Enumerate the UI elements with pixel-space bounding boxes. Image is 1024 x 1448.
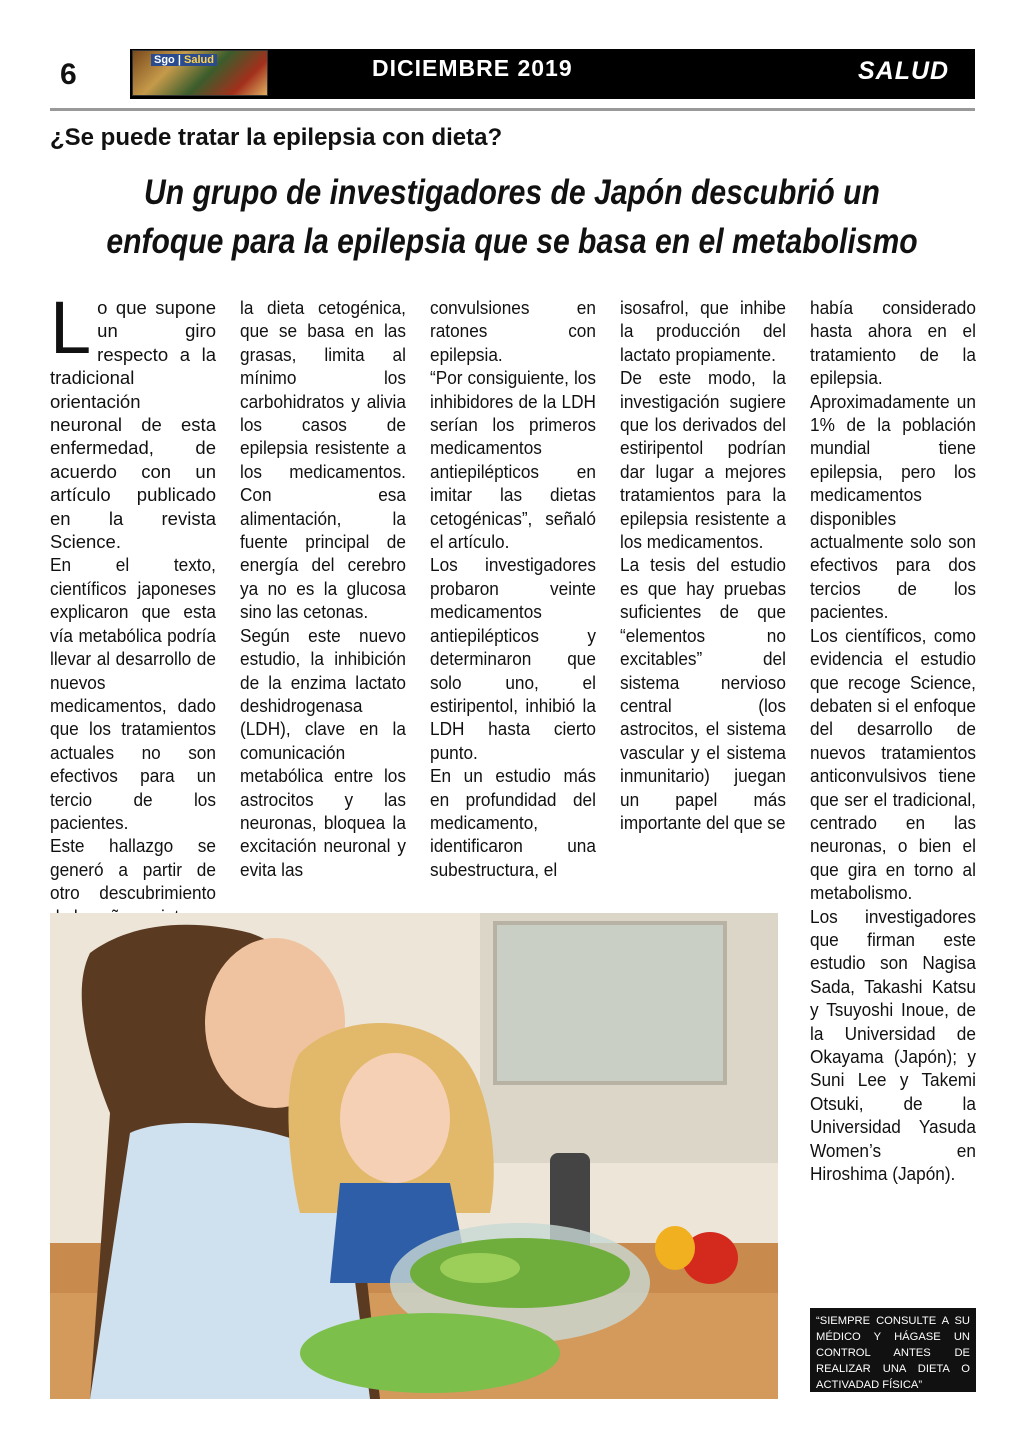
logo-label: Sgo | Salud — [151, 54, 217, 66]
health-notice-box: “SIEMPRE CONSULTE A SU MÉDICO Y HÁGASE UN CONTROL ANTES DE REALIZAR UNA DIETA O ACTIVADAD FÍSICA” — [810, 1308, 976, 1392]
column-2 — [240, 296, 406, 881]
paragraph: la dieta cetogénica, que se basa en las grasas, limita al mínimo los carbohidratos y alivia los casos de epilepsia resistente a los medicamentos. Con esa alimentación, la fuente principal de energía del cerebro ya no es la glucosa sino las cetonas. — [240, 297, 406, 623]
column-1 — [50, 286, 216, 928]
paragraph: convulsiones en ratones con epilepsia. — [430, 297, 596, 365]
paragraph: Este hallazgo se generó a partir de otro descubrimiento — [50, 835, 216, 904]
article-photo — [50, 913, 778, 1399]
column-4 — [620, 296, 786, 834]
article-kicker: ¿Se puede tratar la epilepsia con dieta? — [50, 124, 503, 151]
section-name: SALUD — [858, 57, 950, 85]
paragraph: Los investigadores probaron veinte medicamentos antiepilépticos y determinaron que solo uno, el estiripentol, inhibió la LDH hasta cierto punto. — [430, 554, 596, 763]
paragraph: De este modo, la investigación sugiere que los derivados del estiripentol podrían dar lugar a mejores tratamientos para la epilepsia resistente a los medicamentos. — [620, 367, 786, 553]
article-headline — [106, 168, 918, 266]
paragraph: “Por consiguiente, los inhibidores de la LDH serían los primeros medicamentos antiepilépticos en imitar las dietas cetogénicas”, señaló el artículo. — [430, 367, 596, 553]
paragraph: Los investigadores que firman este estudio son Nagisa Sada, Takashi Katsu y Tsuyoshi Inoue, de la Universidad de Okayama (Japón); y Suni Lee y Takemi Otsuki, de la Universidad Yasuda Women’s en Hiroshima (Japón). — [810, 905, 976, 1185]
paragraph: La tesis del estudio es que hay pruebas suficientes de que “elementos no excitables” del sistema nervioso central (los astrocitos, el sistema vascular y el sistema inmunitario) juegan un papel más importante del que se — [620, 554, 786, 833]
page-number: 6 — [60, 58, 77, 91]
issue-date: DICIEMBRE 2019 — [372, 55, 573, 81]
paragraph: o que supone un giro respecto a la tradicional orientación neuronal de esta enfermedad, de acuerdo con un artículo publicado en la revista Science. — [50, 297, 216, 553]
headline-line-1: Un grupo de investigadores de Japón descubrió un — [144, 173, 880, 212]
paragraph: había considerado hasta ahora en el tratamiento de la epilepsia. — [810, 297, 976, 389]
paragraph: Según este nuevo estudio, la inhibición de la enzima lactato deshidrogenasa (LDH), clave en la comunicación metabólica entre los astrocitos y las neuronas, bloquea la excitación neuronal y evita las — [240, 624, 406, 880]
paragraph: isosafrol, que inhibe la producción del lactato propiamente. — [620, 297, 786, 365]
paragraph: Aproximadamente un 1% de la población mundial tiene epilepsia, pero los medicamentos disponibles actualmente solo son efectivos para dos tercios de los pacientes. — [810, 390, 976, 623]
column-5 — [810, 296, 976, 1185]
header-rule — [50, 108, 975, 111]
drop-cap: L — [50, 286, 92, 369]
paragraph: En el texto, científicos japoneses explicaron que esta vía metabólica podría llevar al desarrollo de nuevos medicamentos, dado que los tratamientos actuales no son efectivos para un tercio de los pacientes. — [50, 554, 216, 833]
headline-line-2: enfoque para la epilepsia que se basa en el metabolismo — [106, 222, 918, 261]
column-3 — [430, 296, 596, 881]
publication-logo — [132, 50, 268, 96]
paragraph: Los científicos, como evidencia el estudio que recoge Science, debaten si el enfoque del desarrollo de nuevos tratamientos anticonvulsivos tiene que ser el tradicional, centrado en las neuronas, o bien el que gira en torno al metabolismo. — [810, 624, 976, 904]
paragraph: En un estudio más en profundidad del medicamento, identificaron una subestructura, el — [430, 765, 596, 880]
kitchen-photo-illustration — [50, 913, 778, 1399]
